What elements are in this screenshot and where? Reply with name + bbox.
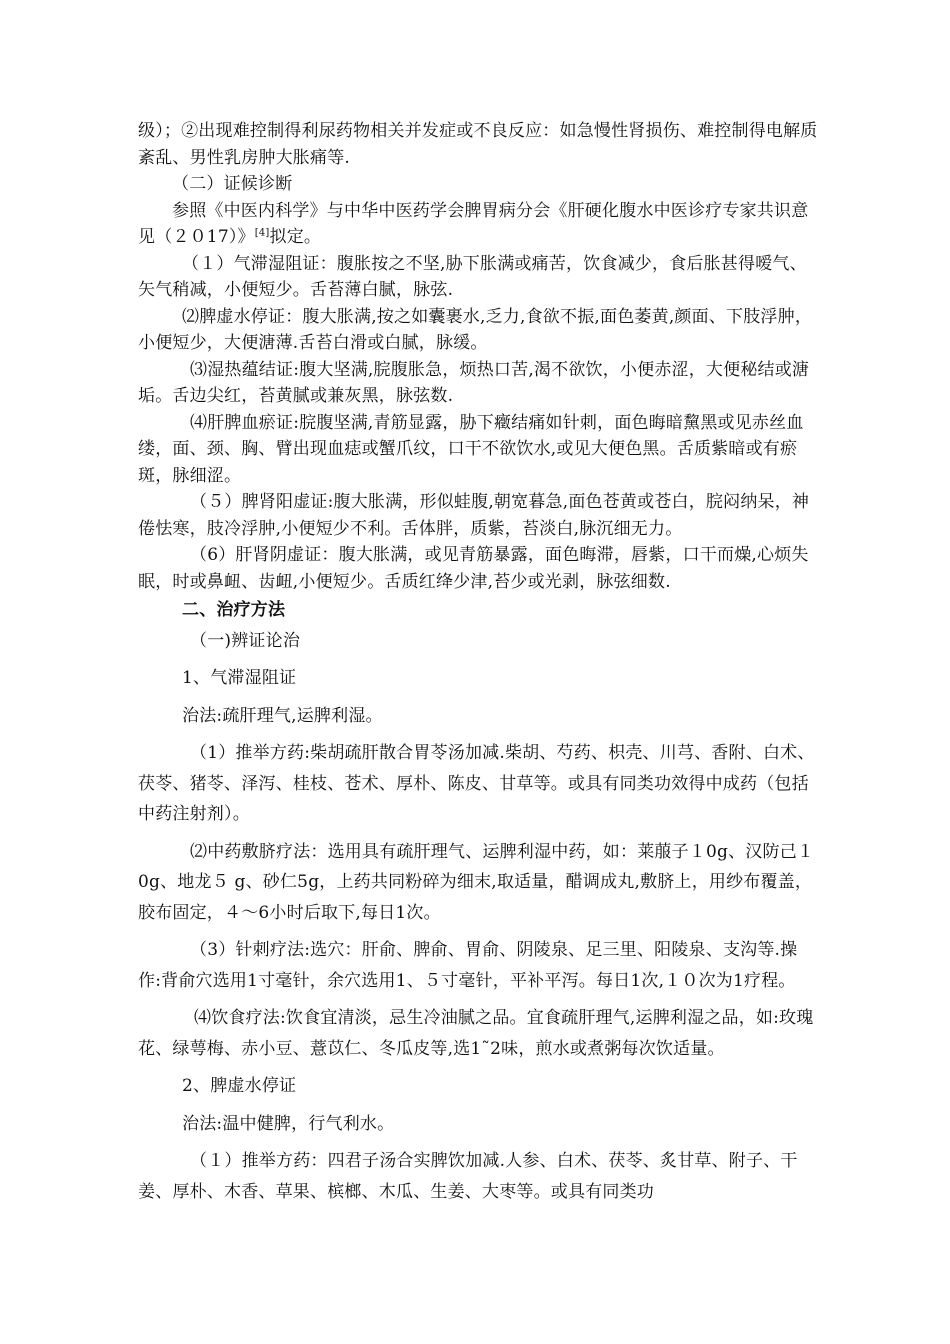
syndrome-item-4: ⑷肝脾血瘀证:脘腹坚满,青筋显露，胁下癥结痛如针刺，面色晦暗黧黑或见赤丝血缕，面、颈、胸、臂出现血痣或蟹爪纹，口干不欲饮水,或见大便色黑。舌质紫暗或有瘀斑，脉细涩。 — [138, 412, 804, 486]
subsection-title-syndrome-diagnosis: （二）证候诊断 — [172, 174, 293, 194]
treatment-2-title: 2、脾虚水停证 — [182, 1076, 297, 1096]
syndrome-item-3: ⑶湿热蕴结证:腹大坚满,脘腹胀急，烦热口苦,渴不欲饮，小便赤涩，大便秘结或溏垢。舌边尖红，苔黄腻或兼灰黑，脉弦数. — [138, 359, 810, 406]
syndrome-item-2: ⑵脾虚水停证：腹大胀满,按之如囊裹水,乏力,食欲不振,面色萎黄,颜面、下肢浮肿，小便短少，大便溏薄.舌苔白滑或白腻，脉缓。 — [138, 306, 813, 353]
treatment-1-item-2: ⑵中药敷脐疗法：选用具有疏肝理气、运脾利湿中药，如：莱菔子１0g、汉防己１0g、地龙５ g、砂仁5g，上药共同粉碎为细末,取适量，醋调成丸,敷脐上，用纱布覆盖，胶布固定，４～6小时后取下,每日1次。 — [138, 841, 815, 923]
diagnosis-block — [138, 118, 818, 595]
treatment-1-method: 治法:疏肝理气,运脾利湿。 — [182, 705, 383, 726]
treatment-1-item-1: （1）推举方药:柴胡疏肝散合胃苓汤加减.柴胡、芍药、枳壳、川芎、香附、白术、茯苓、猪苓、泽泻、桂枝、苍术、厚朴、陈皮、甘草等。或具有同类功效得中成药（包括中药注射剂）。 — [138, 743, 815, 824]
citation-marker: [4] — [254, 227, 270, 239]
treatment-2-item-1: （１）推举方药：四君子汤合实脾饮加减.人参、白术、茯苓、炙甘草、附子、干姜、厚朴、木香、草果、槟榔、木瓜、生姜、大枣等。或具有同类功 — [138, 1151, 798, 1202]
treatment-1-title: 1、气滞湿阻证 — [182, 668, 297, 688]
reference-paragraph — [138, 198, 818, 251]
reference-text-end: 拟定。 — [269, 227, 322, 247]
syndrome-item-1: （１）气滞湿阻证：腹胀按之不坚,胁下胀满或痛苦，饮食减少，食后胀甚得嗳气、矢气稍减，小便短少。舌苔薄白腻，脉弦. — [138, 253, 807, 300]
document-page — [138, 118, 818, 1207]
subsection-title-differentiation: （一)辨证论治 — [190, 630, 301, 651]
syndrome-item-5: （５）脾肾阳虚证:腹大胀满，形似蛙腹,朝宽暮急,面色苍黄或苍白，脘闷纳呆，神倦怯寒，肢冷浮肿,小便短少不利。舌体胖，质紫，苔淡白,脉沉细无力。 — [138, 492, 810, 539]
syndrome-item-6: （6）肝肾阴虚证：腹大胀满，或见青筋暴露，面色晦滞，唇紫，口干而燥,心烦失眠，时或鼻衄、齿衄,小便短少。舌质红绛少津,苔少或光剥，脉弦细数. — [138, 545, 809, 592]
treatment-block — [138, 595, 818, 1207]
continued-paragraph: 级）；②出现难控制得利尿药物相关并发症或不良反应：如急慢性肾损伤、难控制得电解质紊乱、男性乳房肿大胀痛等. — [138, 121, 818, 168]
treatment-1-item-3: （3）针刺疗法:选穴：肝俞、脾俞、胃俞、阴陵泉、足三里、阳陵泉、支沟等.操作:背俞穴选用1寸毫针，余穴选用1、５寸毫针，平补平泻。每日1次,１０次为1疗程。 — [138, 940, 798, 991]
treatment-2-method: 治法:温中健脾，行气利水。 — [182, 1113, 395, 1134]
treatment-1-item-4: ⑷饮食疗法:饮食宜清淡，忌生冷油腻之品。宜食疏肝理气,运脾利湿之品，如:玫瑰花、绿萼梅、赤小豆、薏苡仁、冬瓜皮等,选1˜2味，煎水或煮粥每次饮适量。 — [138, 1008, 814, 1059]
section-heading-treatment: 二、治疗方法 — [182, 600, 286, 620]
reference-text: 参照《中医内科学》与中华中医药学会脾胃病分会《肝硬化腹水中医诊疗专家共识意见（２０17）》 — [138, 200, 809, 247]
